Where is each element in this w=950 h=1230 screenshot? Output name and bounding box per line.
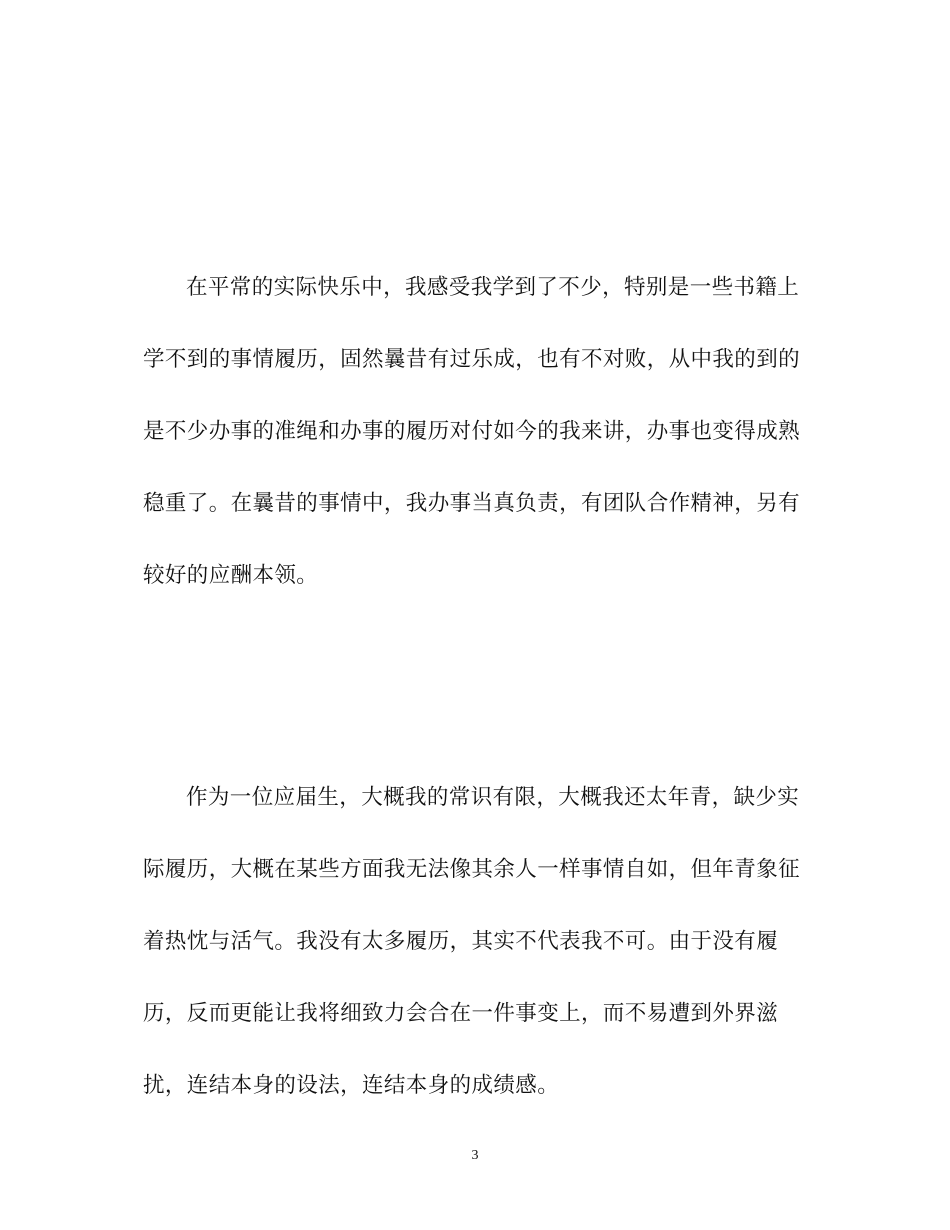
- paragraph-line: 际履历，大概在某些方面我无法像其余人一样事情自如，但年青象征: [143, 857, 801, 882]
- paragraph-line: 学不到的事情履历，固然曩昔有过乐成，也有不对败，从中我的到的: [143, 347, 801, 372]
- paragraph-line: 扰，连结本身的设法，连结本身的成绩感。: [143, 1073, 560, 1098]
- paragraph-line: 历，反而更能让我将细致力会合在一件事变上，而不易遭到外界滋: [143, 1001, 779, 1026]
- paragraph-2: [143, 778, 808, 1138]
- paragraph-line: 较好的应酬本领。: [143, 563, 319, 588]
- paragraph-line: 着热忱与活气。我没有太多履历，其实不代表我不可。由于没有履: [143, 929, 779, 954]
- paragraph-line: 作为一位应届生，大概我的常识有限，大概我还太年青，缺少实: [186, 785, 800, 810]
- paragraph-line: 在平常的实际快乐中，我感受我学到了不少，特别是一些书籍上: [186, 275, 800, 300]
- page-number: 3: [471, 1148, 479, 1163]
- paragraph-line: 稳重了。在曩昔的事情中，我办事当真负责，有团队合作精神，另有: [143, 491, 801, 516]
- paragraph-1: [143, 268, 808, 628]
- paragraph-line: 是不少办事的准绳和办事的履历对付如今的我来讲，办事也变得成熟: [143, 419, 801, 444]
